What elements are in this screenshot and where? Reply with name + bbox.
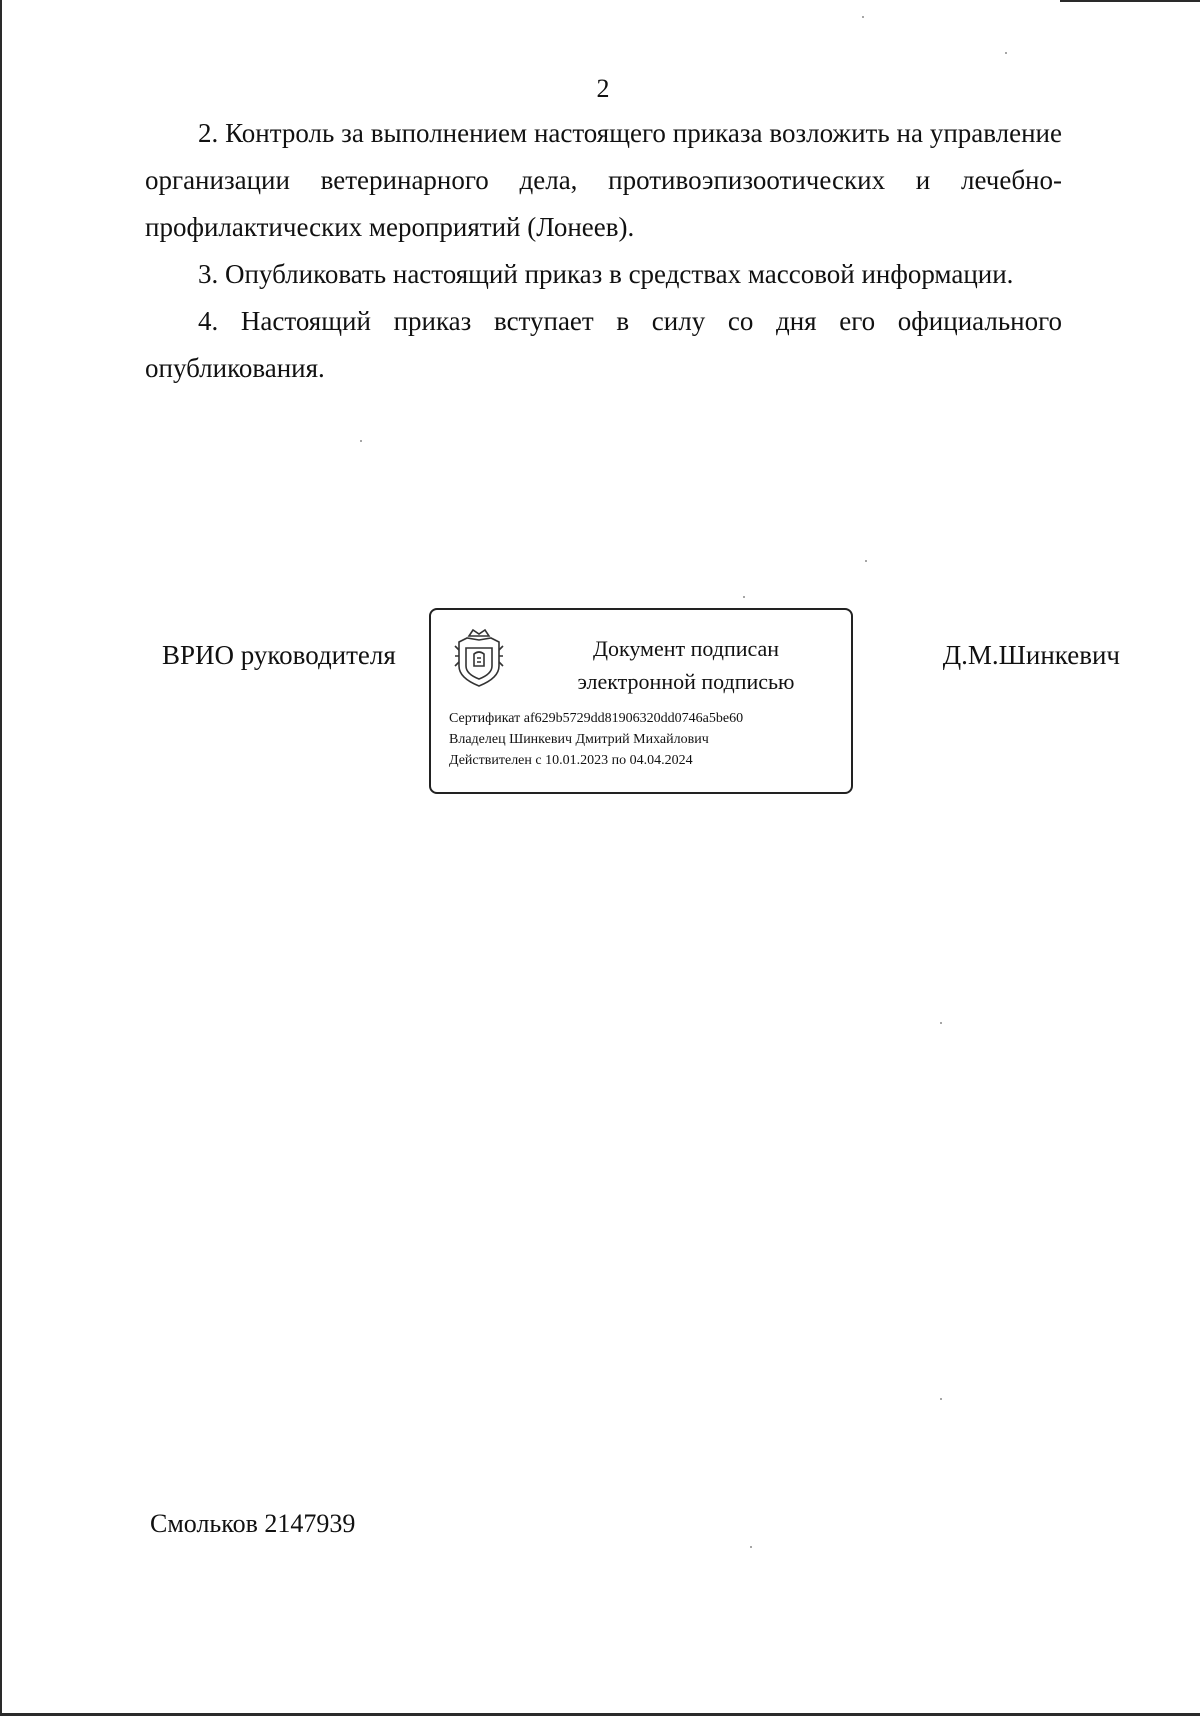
stamp-heading [536, 632, 836, 698]
paragraph-4: 4. Настоящий приказ вступает в силу со дня его официального опубликования. [145, 306, 1062, 383]
stamp-details [449, 708, 839, 771]
paragraph-2: 2. Контроль за выполнением настоящего приказа возложить на управление организации ветеринарного дела, противоэпизоотических и лечебно-профилактических мероприятий (Лонеев). [145, 118, 1062, 242]
scan-edge-left [0, 0, 2, 1716]
scan-edge-top-right [1060, 0, 1200, 2]
signer-position: ВРИО руководителя [162, 640, 396, 670]
scan-speck [865, 560, 867, 562]
scan-speck [743, 596, 745, 598]
scan-speck [1005, 52, 1007, 54]
scan-speck [750, 1546, 752, 1548]
electronic-signature-stamp [429, 608, 853, 794]
stamp-owner: Владелец Шинкевич Дмитрий Михайлович [449, 732, 709, 747]
paragraph-3: 3. Опубликовать настоящий приказ в средствах массовой информации. [198, 259, 1014, 289]
scan-speck [862, 16, 864, 18]
scan-speck [940, 1022, 942, 1024]
signer-name: Д.М.Шинкевич [942, 640, 1120, 670]
scan-speck [360, 440, 362, 442]
stamp-validity: Действителен с 10.01.2023 по 04.04.2024 [449, 753, 693, 768]
stamp-heading-line-1: Документ подписан [592, 636, 780, 661]
coat-of-arms-icon [453, 626, 505, 690]
stamp-certificate: Сертификат af629b5729dd81906320dd0746a5be60 [449, 711, 744, 726]
document-body [145, 110, 1062, 392]
page-number: 2 [596, 74, 610, 103]
executor-note: Смольков 2147939 [150, 1509, 356, 1538]
scan-speck [940, 1398, 942, 1400]
stamp-heading-line-2: электронной подписью [577, 669, 795, 694]
